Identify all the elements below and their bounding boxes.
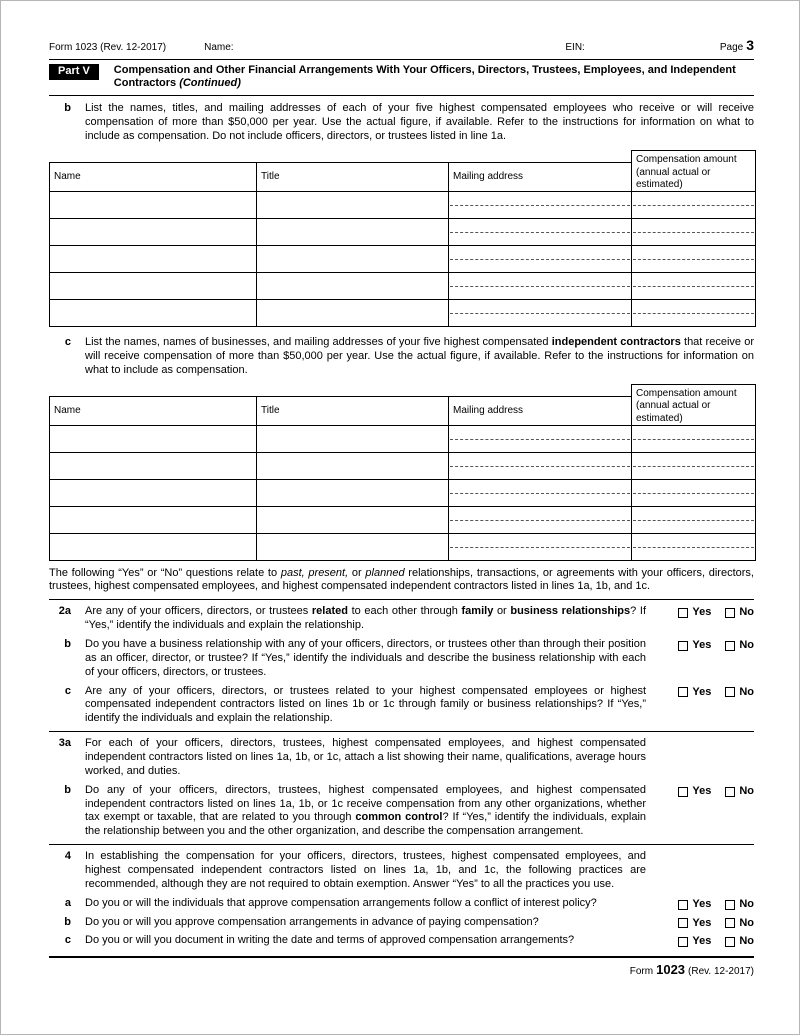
employee-compensation-field[interactable] <box>631 192 756 219</box>
contractor-row <box>49 534 756 561</box>
contractor-row <box>49 507 756 534</box>
contractor-name-field[interactable] <box>49 507 256 534</box>
col-header-mailing-address: Mailing address <box>448 396 631 426</box>
q3b-yes-checkbox[interactable] <box>678 787 688 797</box>
q2b-no-checkbox[interactable] <box>725 641 735 651</box>
q4b-no-checkbox[interactable] <box>725 918 735 928</box>
q4c-yes-label: Yes <box>692 935 712 948</box>
col-header-name: Name <box>49 396 256 426</box>
form-footer <box>49 958 754 979</box>
part-v-header <box>49 60 754 97</box>
q4b-yes-label: Yes <box>692 916 712 929</box>
question-2a-answers <box>678 606 754 620</box>
part-v-badge: Part V <box>49 64 99 81</box>
contractor-mailing-address-field[interactable] <box>448 534 631 561</box>
employee-name-field[interactable] <box>49 192 256 219</box>
name-field-label: Name: <box>204 42 234 53</box>
page-number: 3 <box>746 37 754 53</box>
contractors-instruction <box>49 336 754 378</box>
employee-title-field[interactable] <box>256 246 448 273</box>
contractors-table <box>49 384 756 561</box>
part-v-title: Compensation and Other Financial Arrangements With Your Officers, Directors, Trustees, Employees, and Independent Contractors (Continued) <box>113 63 736 90</box>
q4a-no-label: No <box>739 897 754 910</box>
contractor-title-field[interactable] <box>256 453 448 480</box>
employees-instruction <box>49 102 754 144</box>
line-b-text: List the names, titles, and mailing addresses of each of your five highest compensated employees who receive or will receive compensation of more than $50,000 per year. Use the actual figure, if available. Refer to the instructions for information on what to include as compensation. Do not include officers, directors, or trustees listed in line 1a. <box>85 102 754 143</box>
footer-form-number: 1023 <box>656 962 686 978</box>
question-4b-number: b <box>64 915 71 928</box>
contractor-title-field[interactable] <box>256 480 448 507</box>
q2a-yes-checkbox[interactable] <box>678 608 688 618</box>
contractor-row <box>49 453 756 480</box>
question-4b-answers <box>678 917 754 931</box>
contractor-row <box>49 480 756 507</box>
q2a-no-checkbox[interactable] <box>725 608 735 618</box>
employee-title-field[interactable] <box>256 192 448 219</box>
page-word: Page <box>719 42 744 53</box>
question-2c <box>49 685 754 727</box>
contractor-mailing-address-field[interactable] <box>448 426 631 453</box>
col-header-title: Title <box>256 162 448 192</box>
question-3b-text: Do any of your officers, directors, trustees, highest compensated employees, and highest compensated independent contractors listed on lines 1a, 1b, or 1c receive compensation from any other organizations, whether tax exempt or taxable, that are related to you through common control? If “Yes,” identify the individuals, explain the relationship between you and the other organization, and describe the compensation arrangement. <box>85 783 647 838</box>
q4a-yes-checkbox[interactable] <box>678 900 688 910</box>
employee-title-field[interactable] <box>256 300 448 327</box>
question-2b-text: Do you have a business relationship with any of your officers, directors, or trustees other than through their position as an officer, director, or trustee? If “Yes,” identify the individuals and describe the business relationship with each of your officers, directors, or trustees. <box>85 637 646 678</box>
employee-mailing-address-field[interactable] <box>448 192 631 219</box>
employee-row <box>49 246 756 273</box>
employee-mailing-address-field[interactable] <box>448 273 631 300</box>
question-2a-number: 2a <box>58 605 71 618</box>
employee-mailing-address-field[interactable] <box>448 300 631 327</box>
question-4c-text: Do you or will you document in writing the date and terms of approved compensation arrangements? <box>85 934 575 947</box>
question-3a-number: 3a <box>58 737 71 750</box>
contractor-compensation-field[interactable] <box>631 453 756 480</box>
employee-name-field[interactable] <box>49 300 256 327</box>
ein-field-label: EIN: <box>565 42 585 53</box>
employee-name-field[interactable] <box>49 219 256 246</box>
question-2a <box>49 605 754 633</box>
contractor-compensation-field[interactable] <box>631 426 756 453</box>
question-3a <box>49 737 754 779</box>
contractors-table-header <box>49 384 756 426</box>
q2a-yes-label: Yes <box>692 606 712 619</box>
question-3b <box>49 784 754 839</box>
contractor-name-field[interactable] <box>49 426 256 453</box>
question-2a-text: Are any of your officers, directors, or trustees related to each other through family or business relationships? If “Yes,” identify the individuals and explain the relationship. <box>85 605 646 632</box>
footer-revision: (Rev. 12-2017) <box>688 966 754 978</box>
footer-form-word: Form <box>629 966 654 978</box>
question-group-2 <box>49 599 754 731</box>
employees-table-header <box>49 150 756 192</box>
q2c-yes-label: Yes <box>692 685 712 698</box>
question-4c-number: c <box>64 934 71 947</box>
question-4 <box>49 850 754 892</box>
employees-table <box>49 150 756 327</box>
question-4a-answers <box>678 898 754 912</box>
question-group-3 <box>49 731 754 844</box>
q3b-no-checkbox[interactable] <box>725 787 735 797</box>
question-4a <box>49 897 754 911</box>
contractor-title-field[interactable] <box>256 426 448 453</box>
col-header-compensation: Compensation amount (annual actual or estimated) <box>631 150 756 192</box>
question-4b <box>49 916 754 930</box>
question-2b-answers <box>678 639 754 653</box>
employee-title-field[interactable] <box>256 273 448 300</box>
question-group-4 <box>49 844 754 953</box>
question-3b-answers <box>678 785 754 799</box>
contractor-row <box>49 426 756 453</box>
question-2b <box>49 638 754 680</box>
employee-title-field[interactable] <box>256 219 448 246</box>
employee-mailing-address-field[interactable] <box>448 219 631 246</box>
contractor-title-field[interactable] <box>256 534 448 561</box>
contractor-mailing-address-field[interactable] <box>448 480 631 507</box>
q4c-no-label: No <box>739 935 754 948</box>
question-2b-number: b <box>64 637 71 650</box>
col-header-name: Name <box>49 162 256 192</box>
q4a-no-checkbox[interactable] <box>725 900 735 910</box>
employee-row <box>49 273 756 300</box>
q4a-yes-label: Yes <box>692 897 712 910</box>
employee-row <box>49 300 756 327</box>
contractor-title-field[interactable] <box>256 507 448 534</box>
employee-name-field[interactable] <box>49 246 256 273</box>
question-4c <box>49 934 754 948</box>
employee-mailing-address-field[interactable] <box>448 246 631 273</box>
question-3b-number: b <box>64 783 71 796</box>
question-2c-number: c <box>64 684 71 697</box>
form-revision-label: Form 1023 (Rev. 12-2017) <box>49 42 167 53</box>
question-4-text: In establishing the compensation for your officers, directors, trustees, highest compensated employees, and highest compensated independent contractors listed on lines 1a, 1b, and 1c, the following practices are recommended, although they are not required to obtain exemption. Answer “Yes” to all the practices you use. <box>85 850 646 890</box>
contractor-name-field[interactable] <box>49 534 256 561</box>
contractor-compensation-field[interactable] <box>631 507 756 534</box>
relationship-questions-intro: The following “Yes” or “No” questions relate to past, present, or planned relationships, transactions, or agreements with your officers, directors, trustees, highest compensated employees, and highest compensated independent contractors listed in lines 1a, 1b, and 1c. <box>49 566 754 593</box>
line-b-label: b <box>64 102 71 115</box>
question-3a-text: For each of your officers, directors, trustees, highest compensated employees, and highest compensated independent contractors listed on lines 1a, 1b, or 1c, attach a list showing their name, qualifications, average hours worked, and duties. <box>85 737 646 777</box>
contractor-compensation-field[interactable] <box>631 480 756 507</box>
question-4a-number: a <box>64 896 71 909</box>
q2c-no-label: No <box>739 685 754 698</box>
q2b-yes-checkbox[interactable] <box>678 641 688 651</box>
page-indicator <box>720 37 754 55</box>
q4b-no-label: No <box>739 916 754 929</box>
employee-name-field[interactable] <box>49 273 256 300</box>
q2b-no-label: No <box>739 638 754 651</box>
employee-row <box>49 192 756 219</box>
col-header-title: Title <box>256 396 448 426</box>
question-2c-text: Are any of your officers, directors, or trustees related to your highest compensated employees or highest compensated independent contractors listed on lines 1b or 1c through family or business relationships? If “Yes,” identify the individuals and explain the relationship. <box>85 684 646 725</box>
q2c-yes-checkbox[interactable] <box>678 687 688 697</box>
question-4-number: 4 <box>64 850 71 863</box>
contractor-name-field[interactable] <box>49 480 256 507</box>
contractor-mailing-address-field[interactable] <box>448 507 631 534</box>
employee-compensation-field[interactable] <box>631 300 756 327</box>
question-2c-answers <box>678 686 754 700</box>
q3b-no-label: No <box>739 784 754 797</box>
q2a-no-label: No <box>739 606 754 619</box>
q4b-yes-checkbox[interactable] <box>678 918 688 928</box>
contractor-compensation-field[interactable] <box>631 534 756 561</box>
question-4c-answers <box>678 935 754 949</box>
contractor-mailing-address-field[interactable] <box>448 453 631 480</box>
q2b-yes-label: Yes <box>692 638 712 651</box>
form-header <box>49 37 754 60</box>
employee-compensation-field[interactable] <box>631 219 756 246</box>
employee-compensation-field[interactable] <box>631 246 756 273</box>
question-4a-text: Do you or will the individuals that approve compensation arrangements follow a conflict of interest policy? <box>85 896 597 909</box>
col-header-compensation: Compensation amount (annual actual or estimated) <box>631 384 756 426</box>
q4c-no-checkbox[interactable] <box>725 937 735 947</box>
question-4b-text: Do you or will you approve compensation arrangements in advance of paying compensation? <box>85 915 539 928</box>
q4c-yes-checkbox[interactable] <box>678 937 688 947</box>
contractor-name-field[interactable] <box>49 453 256 480</box>
line-c-label: c <box>64 335 71 348</box>
q2c-no-checkbox[interactable] <box>725 687 735 697</box>
col-header-mailing-address: Mailing address <box>448 162 631 192</box>
line-c-text: List the names, names of businesses, and mailing addresses of your five highest compensated independent contractors that receive or will receive compensation of more than $50,000 per year. Use the actual figure, if available. Refer to the instructions for information on what to include as compensation. <box>85 335 754 376</box>
employee-row <box>49 219 756 246</box>
employee-compensation-field[interactable] <box>631 273 756 300</box>
q3b-yes-label: Yes <box>692 784 712 797</box>
